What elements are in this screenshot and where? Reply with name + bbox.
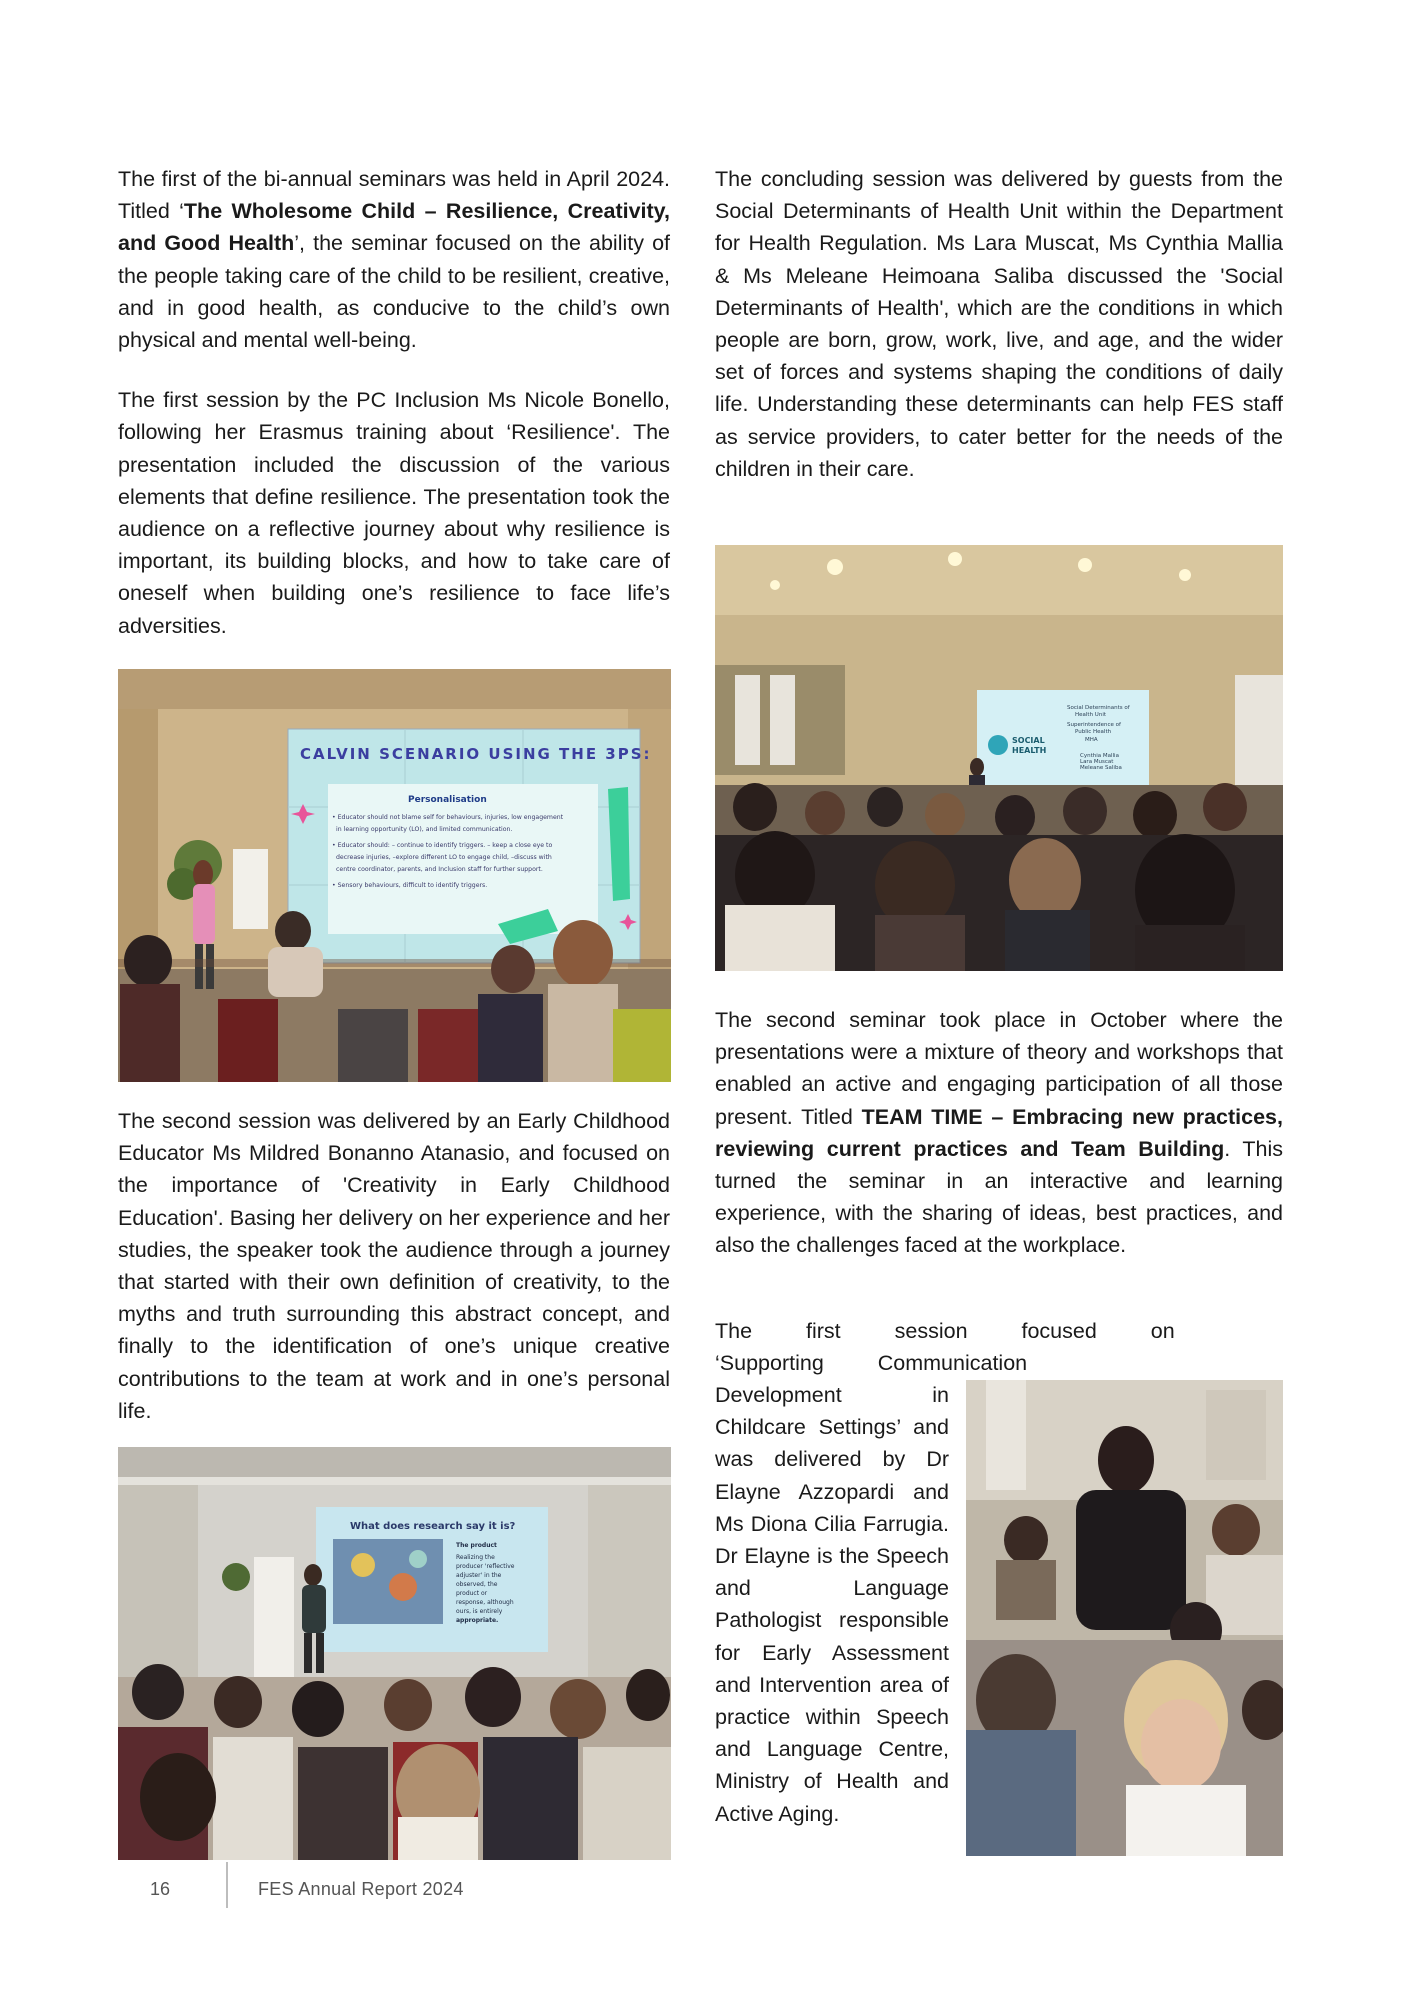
svg-text:in learning opportunity (LO),: in learning opportunity (LO), and limited communication. bbox=[336, 826, 513, 833]
svg-text:Cynthia Mallia: Cynthia Mallia bbox=[1080, 753, 1119, 759]
svg-text:Meleane Saliba: Meleane Saliba bbox=[1080, 765, 1122, 771]
photo-creativity-session bbox=[118, 1447, 671, 1860]
svg-text:The product: The product bbox=[456, 1542, 497, 1549]
svg-text:ours, is entirely: ours, is entirely bbox=[456, 1608, 503, 1615]
svg-text:observed, the: observed, the bbox=[456, 1581, 498, 1588]
svg-text:decrease injuries, –explore di: decrease injuries, –explore different LO to engage child, –discuss with bbox=[336, 854, 552, 861]
svg-text:appropriate.: appropriate. bbox=[456, 1617, 499, 1624]
left-column bbox=[118, 163, 670, 670]
svg-text:MHA: MHA bbox=[1085, 737, 1098, 743]
svg-text:• Sensory behaviours, difficul: • Sensory behaviours, difficult to identify triggers. bbox=[332, 882, 488, 889]
svg-text:adjuster' in the: adjuster' in the bbox=[456, 1572, 502, 1579]
svg-text:What does research say it is?: What does research say it is? bbox=[350, 1521, 516, 1532]
second-seminar-title-bold: TEAM TIME – Embracing new practices, reviewing current practices and Team Building bbox=[715, 1104, 1283, 1161]
svg-text:product or: product or bbox=[456, 1590, 488, 1597]
paragraph-communication-wrap: Development in Childcare Settings’ and was delivered by Dr Elayne Azzopardi and Ms Diona Cilia Farrugia. Dr Elayne is the Speech and Language Pathologist responsible for Early Assessment and Intervention area of practice within Speech and Language Centre, Ministry of Health and Active Aging. bbox=[715, 1383, 949, 1826]
paragraph-creativity-session: The second session was delivered by an Early Childhood Educator Ms Mildred Bonanno Atanasio, and focused on the importance of 'Creativity in Early Childhood Education'. Basing her delivery on her experience and her studies, the speaker took the audience through a journey that started with their own definition of creativity, to the myths and truth surrounding this abstract concept, and finally to the identification of one’s unique creative contributions to the team at work and in one’s personal life. bbox=[118, 1109, 670, 1423]
svg-text:SOCIAL: SOCIAL bbox=[1012, 736, 1045, 745]
svg-text:Public Health: Public Health bbox=[1075, 729, 1112, 735]
svg-text:Social Determinants of: Social Determinants of bbox=[1067, 705, 1130, 711]
footer-divider bbox=[226, 1862, 228, 1908]
photo-health-session bbox=[715, 545, 1283, 971]
right-column bbox=[715, 163, 1283, 513]
paragraph-second-seminar-block bbox=[715, 1004, 1283, 1290]
svg-text:• Educator should: – continue: • Educator should: – continue to identify triggers. – keep a close eye to bbox=[332, 842, 553, 849]
paragraph-second-seminar: The second seminar took place in October where the presentations were a mixture of theory and workshops that enabled an active and engaging participation of all those present. Titled TEAM TIME – Embracing new practices, reviewing current practices and Team Building. This turned the seminar in an interactive and learning experience, with the sharing of ideas, best practices, and also the challenges faced at the workplace. bbox=[715, 1008, 1283, 1258]
seminar-title-bold: The Wholesome Child – Resilience, Creativity, and Good Health bbox=[118, 199, 670, 256]
svg-text:centre coordinator, parents, a: centre coordinator, parents, and Inclusion staff for further support. bbox=[336, 866, 543, 873]
svg-text:HEALTH: HEALTH bbox=[1012, 746, 1047, 755]
svg-text:Personalisation: Personalisation bbox=[408, 795, 487, 805]
svg-text:Health Unit: Health Unit bbox=[1075, 712, 1107, 718]
svg-text:Realizing the: Realizing the bbox=[456, 1554, 495, 1561]
photo-communication-session bbox=[966, 1380, 1283, 1856]
page-number: 16 bbox=[150, 1879, 171, 1899]
svg-text:response, although: response, although bbox=[456, 1599, 514, 1606]
slide-heading: CALVIN SCENARIO USING THE 3PS: bbox=[300, 745, 652, 763]
footer-report-title: FES Annual Report 2024 bbox=[258, 1879, 464, 1899]
paragraph-creativity-session-block bbox=[118, 1105, 670, 1455]
paragraph-health-session: The concluding session was delivered by guests from the Social Determinants of Health Unit within the Department for Health Regulation. Ms Lara Muscat, Ms Cynthia Mallia & Ms Meleane Heimoana Saliba discussed the 'Social Determinants of Health', which are the conditions in which people are born, grow, work, live, and age, and the wider set of forces and systems shaping the conditions of daily life. Understanding these determinants can help FES staff as service providers, to cater better for the needs of the children in their care. bbox=[715, 167, 1283, 481]
svg-text:producer 'reflective: producer 'reflective bbox=[456, 1563, 515, 1570]
svg-text:Superintendence of: Superintendence of bbox=[1067, 722, 1121, 728]
svg-text:• Educator should not blame se: • Educator should not blame self for behaviours, injuries, low engagement bbox=[332, 814, 564, 821]
paragraph-resilience-session: The first session by the PC Inclusion Ms Nicole Bonello, following her Erasmus training about ‘Resilience'. The presentation included the discussion of the various elements that define resilience. The presentation took the audience on a reflective journey about why resilience is important, its building blocks, and how to take care of oneself when building one’s resilience to face life’s adversities. bbox=[118, 388, 670, 638]
svg-text:Lara Muscat: Lara Muscat bbox=[1080, 759, 1114, 765]
photo-resilience-session bbox=[118, 669, 671, 1082]
paragraph-communication-top: The first session focused on ‘Supporting Communication bbox=[715, 1319, 1175, 1376]
paragraph-seminar-intro: The first of the bi-annual seminars was held in April 2024. Titled ‘The Wholesome Child – Resilience, Creativity, and Good Health’, the seminar focused on the ability of the people taking care of the child to be resilient, creative, and in good health, as conducive to the child’s own physical and mental well-being. bbox=[118, 167, 670, 353]
